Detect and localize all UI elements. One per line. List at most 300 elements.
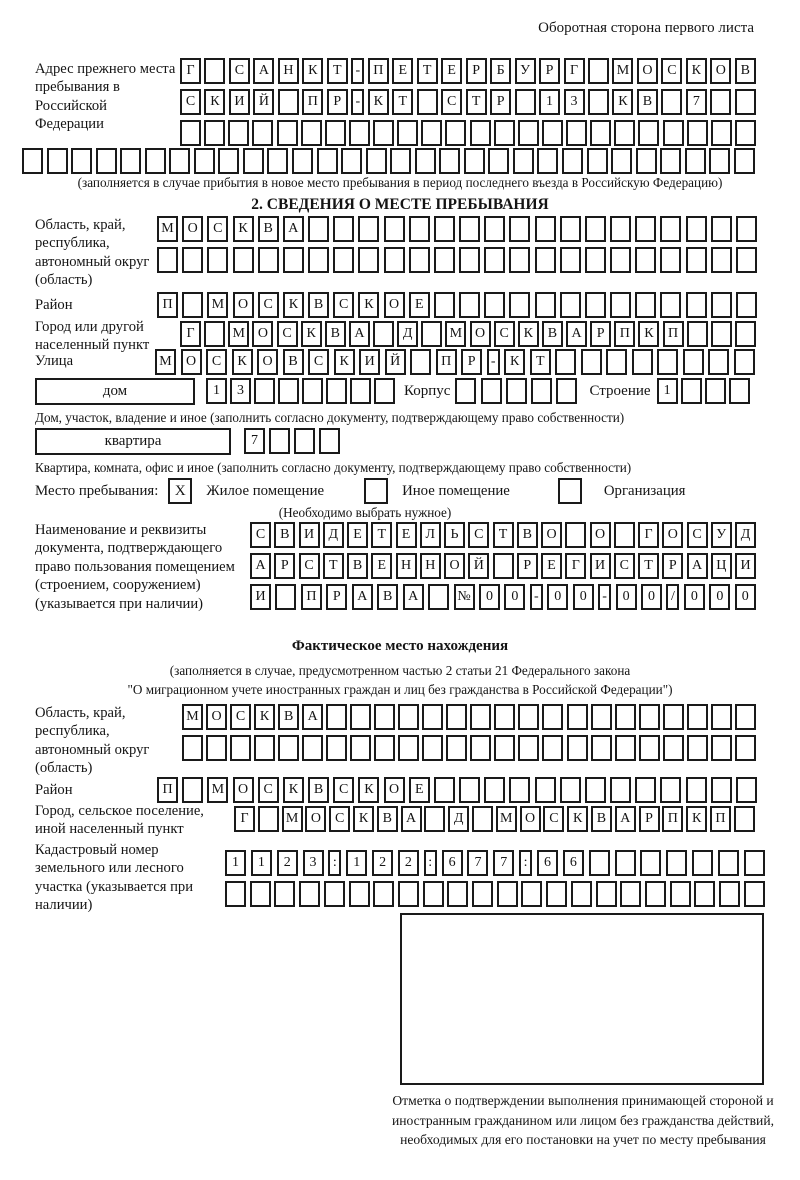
char-cell[interactable] xyxy=(308,247,329,273)
char-cell[interactable]: М xyxy=(155,349,176,375)
char-cell[interactable] xyxy=(459,777,480,803)
char-cell[interactable]: С xyxy=(230,704,251,730)
char-cell[interactable] xyxy=(417,89,438,115)
char-cell[interactable]: - xyxy=(598,584,611,610)
char-cell[interactable] xyxy=(589,850,610,876)
char-cell[interactable] xyxy=(182,292,203,318)
char-cell[interactable]: 1 xyxy=(206,378,227,404)
char-cell[interactable]: С xyxy=(543,806,564,832)
char-cell[interactable] xyxy=(446,704,467,730)
char-cell[interactable]: 3 xyxy=(303,850,324,876)
char-cell[interactable] xyxy=(666,850,687,876)
checkbox-other-premises[interactable] xyxy=(364,478,388,504)
char-cell[interactable] xyxy=(275,584,296,610)
char-cell[interactable] xyxy=(228,120,249,146)
char-cell[interactable] xyxy=(585,777,606,803)
char-cell[interactable]: У xyxy=(711,522,732,548)
char-cell[interactable] xyxy=(687,120,708,146)
char-cell[interactable] xyxy=(506,378,527,404)
char-cell[interactable] xyxy=(640,850,661,876)
char-cell[interactable]: П xyxy=(662,806,683,832)
char-cell[interactable]: К xyxy=(334,349,355,375)
char-cell[interactable] xyxy=(509,777,530,803)
char-cell[interactable] xyxy=(581,349,602,375)
char-cell[interactable]: О xyxy=(470,321,491,347)
char-cell[interactable] xyxy=(182,735,203,761)
char-cell[interactable]: И xyxy=(735,553,756,579)
char-cell[interactable] xyxy=(611,148,632,174)
char-cell[interactable] xyxy=(663,704,684,730)
char-cell[interactable] xyxy=(518,120,539,146)
char-cell[interactable]: А xyxy=(283,216,304,242)
char-cell[interactable] xyxy=(423,881,444,907)
char-cell[interactable]: 0 xyxy=(547,584,568,610)
char-cell[interactable] xyxy=(71,148,92,174)
char-cell[interactable]: М xyxy=(207,292,228,318)
char-cell[interactable]: Н xyxy=(278,58,299,84)
char-cell[interactable]: В xyxy=(377,806,398,832)
char-cell[interactable] xyxy=(686,777,707,803)
char-cell[interactable] xyxy=(258,247,279,273)
char-cell[interactable] xyxy=(535,216,556,242)
char-cell[interactable] xyxy=(509,247,530,273)
char-cell[interactable]: Р xyxy=(326,584,347,610)
char-cell[interactable]: Й xyxy=(253,89,274,115)
char-cell[interactable]: А xyxy=(352,584,373,610)
char-cell[interactable]: В xyxy=(258,216,279,242)
char-cell[interactable] xyxy=(374,704,395,730)
char-cell[interactable] xyxy=(660,216,681,242)
char-cell[interactable]: В xyxy=(735,58,756,84)
char-cell[interactable] xyxy=(204,58,225,84)
char-cell[interactable] xyxy=(615,704,636,730)
char-cell[interactable]: 1 xyxy=(251,850,272,876)
char-cell[interactable] xyxy=(384,247,405,273)
char-cell[interactable]: 6 xyxy=(537,850,558,876)
char-cell[interactable]: : xyxy=(519,850,532,876)
char-cell[interactable] xyxy=(686,292,707,318)
char-cell[interactable] xyxy=(670,881,691,907)
checkbox-organization[interactable] xyxy=(558,478,582,504)
char-cell[interactable] xyxy=(225,881,246,907)
char-cell[interactable] xyxy=(560,247,581,273)
char-cell[interactable]: П xyxy=(710,806,731,832)
char-cell[interactable] xyxy=(560,216,581,242)
char-cell[interactable]: Г xyxy=(180,321,201,347)
char-cell[interactable] xyxy=(635,247,656,273)
char-cell[interactable]: О xyxy=(520,806,541,832)
char-cell[interactable] xyxy=(254,735,275,761)
char-cell[interactable] xyxy=(204,321,225,347)
char-cell[interactable] xyxy=(434,216,455,242)
char-cell[interactable] xyxy=(349,881,370,907)
char-cell[interactable]: Й xyxy=(385,349,406,375)
char-cell[interactable] xyxy=(47,148,68,174)
char-cell[interactable] xyxy=(494,120,515,146)
char-cell[interactable]: В xyxy=(308,777,329,803)
char-cell[interactable] xyxy=(645,881,666,907)
char-cell[interactable] xyxy=(734,148,755,174)
char-cell[interactable] xyxy=(274,881,295,907)
char-cell[interactable]: Д xyxy=(735,522,756,548)
char-cell[interactable] xyxy=(96,148,117,174)
char-cell[interactable]: Р xyxy=(539,58,560,84)
char-cell[interactable]: 1 xyxy=(539,89,560,115)
char-cell[interactable] xyxy=(494,704,515,730)
checkbox-residential[interactable]: X xyxy=(168,478,192,504)
char-cell[interactable] xyxy=(610,292,631,318)
char-cell[interactable] xyxy=(373,120,394,146)
char-cell[interactable]: : xyxy=(424,850,437,876)
char-cell[interactable] xyxy=(537,148,558,174)
char-cell[interactable] xyxy=(509,216,530,242)
char-cell[interactable]: 0 xyxy=(641,584,662,610)
char-cell[interactable] xyxy=(610,247,631,273)
char-cell[interactable]: М xyxy=(207,777,228,803)
char-cell[interactable]: М xyxy=(157,216,178,242)
char-cell[interactable] xyxy=(421,321,442,347)
char-cell[interactable]: Н xyxy=(420,553,441,579)
char-cell[interactable] xyxy=(687,704,708,730)
char-cell[interactable] xyxy=(663,120,684,146)
char-cell[interactable]: П xyxy=(302,89,323,115)
char-cell[interactable] xyxy=(610,216,631,242)
char-cell[interactable]: 2 xyxy=(398,850,419,876)
char-cell[interactable] xyxy=(421,120,442,146)
char-cell[interactable] xyxy=(434,777,455,803)
char-cell[interactable]: С xyxy=(180,89,201,115)
char-cell[interactable]: О xyxy=(444,553,465,579)
char-cell[interactable]: М xyxy=(496,806,517,832)
char-cell[interactable] xyxy=(358,216,379,242)
char-cell[interactable]: С xyxy=(687,522,708,548)
char-cell[interactable] xyxy=(384,216,405,242)
char-cell[interactable] xyxy=(278,735,299,761)
char-cell[interactable] xyxy=(571,881,592,907)
char-cell[interactable] xyxy=(734,349,755,375)
char-cell[interactable] xyxy=(258,806,279,832)
char-cell[interactable] xyxy=(422,735,443,761)
char-cell[interactable] xyxy=(447,881,468,907)
char-cell[interactable] xyxy=(518,735,539,761)
char-cell[interactable]: К xyxy=(302,58,323,84)
char-cell[interactable]: К xyxy=(232,349,253,375)
char-cell[interactable]: 0 xyxy=(504,584,525,610)
char-cell[interactable] xyxy=(535,292,556,318)
char-cell[interactable]: О xyxy=(662,522,683,548)
char-cell[interactable]: Г xyxy=(234,806,255,832)
char-cell[interactable]: - xyxy=(351,58,364,84)
char-cell[interactable] xyxy=(635,292,656,318)
char-cell[interactable] xyxy=(398,735,419,761)
char-cell[interactable] xyxy=(350,735,371,761)
char-cell[interactable] xyxy=(484,247,505,273)
char-cell[interactable] xyxy=(744,881,765,907)
char-cell[interactable]: К xyxy=(283,292,304,318)
char-cell[interactable]: С xyxy=(229,58,250,84)
char-cell[interactable] xyxy=(472,881,493,907)
char-cell[interactable]: 0 xyxy=(479,584,500,610)
char-cell[interactable]: А xyxy=(349,321,370,347)
char-cell[interactable] xyxy=(409,216,430,242)
char-cell[interactable] xyxy=(488,148,509,174)
char-cell[interactable] xyxy=(299,881,320,907)
char-cell[interactable] xyxy=(301,120,322,146)
char-cell[interactable]: И xyxy=(590,553,611,579)
char-cell[interactable]: О xyxy=(257,349,278,375)
char-cell[interactable]: Г xyxy=(565,553,586,579)
char-cell[interactable] xyxy=(560,292,581,318)
char-cell[interactable] xyxy=(233,247,254,273)
char-cell[interactable]: - xyxy=(487,349,500,375)
char-cell[interactable] xyxy=(22,148,43,174)
char-cell[interactable]: Р xyxy=(590,321,611,347)
char-cell[interactable]: К xyxy=(254,704,275,730)
char-cell[interactable] xyxy=(169,148,190,174)
char-cell[interactable]: Е xyxy=(409,292,430,318)
char-cell[interactable] xyxy=(560,777,581,803)
char-cell[interactable]: В xyxy=(308,292,329,318)
char-cell[interactable]: С xyxy=(468,522,489,548)
char-cell[interactable]: Р xyxy=(327,89,348,115)
char-cell[interactable] xyxy=(542,735,563,761)
char-cell[interactable]: № xyxy=(454,584,475,610)
char-cell[interactable] xyxy=(409,247,430,273)
char-cell[interactable]: - xyxy=(530,584,543,610)
char-cell[interactable]: О xyxy=(206,704,227,730)
char-cell[interactable] xyxy=(660,777,681,803)
char-cell[interactable] xyxy=(590,120,611,146)
char-cell[interactable] xyxy=(615,735,636,761)
char-cell[interactable] xyxy=(687,321,708,347)
char-cell[interactable]: С xyxy=(661,58,682,84)
char-cell[interactable] xyxy=(711,292,732,318)
char-cell[interactable]: Т xyxy=(327,58,348,84)
char-cell[interactable]: К xyxy=(638,321,659,347)
char-cell[interactable]: В xyxy=(278,704,299,730)
char-cell[interactable]: 3 xyxy=(230,378,251,404)
char-cell[interactable] xyxy=(735,704,756,730)
char-cell[interactable] xyxy=(719,881,740,907)
char-cell[interactable] xyxy=(324,881,345,907)
char-cell[interactable]: И xyxy=(359,349,380,375)
char-cell[interactable]: П xyxy=(157,777,178,803)
char-cell[interactable] xyxy=(736,247,757,273)
char-cell[interactable]: К xyxy=(283,777,304,803)
char-cell[interactable]: П xyxy=(436,349,457,375)
char-cell[interactable] xyxy=(350,704,371,730)
char-cell[interactable]: 0 xyxy=(709,584,730,610)
char-cell[interactable]: Е xyxy=(409,777,430,803)
char-cell[interactable]: О xyxy=(384,777,405,803)
char-cell[interactable] xyxy=(434,292,455,318)
char-cell[interactable]: О xyxy=(182,216,203,242)
char-cell[interactable] xyxy=(683,349,704,375)
char-cell[interactable] xyxy=(267,148,288,174)
char-cell[interactable]: М xyxy=(445,321,466,347)
char-cell[interactable] xyxy=(294,428,315,454)
char-cell[interactable] xyxy=(661,89,682,115)
char-cell[interactable] xyxy=(562,148,583,174)
char-cell[interactable]: 6 xyxy=(563,850,584,876)
char-cell[interactable] xyxy=(434,247,455,273)
char-cell[interactable]: М xyxy=(612,58,633,84)
char-cell[interactable]: И xyxy=(299,522,320,548)
char-cell[interactable] xyxy=(596,881,617,907)
char-cell[interactable]: Т xyxy=(493,522,514,548)
char-cell[interactable]: Т xyxy=(371,522,392,548)
char-cell[interactable]: Р xyxy=(517,553,538,579)
char-cell[interactable] xyxy=(373,321,394,347)
char-cell[interactable] xyxy=(660,148,681,174)
char-cell[interactable]: 7 xyxy=(244,428,265,454)
char-cell[interactable]: М xyxy=(228,321,249,347)
char-cell[interactable] xyxy=(513,148,534,174)
char-cell[interactable] xyxy=(734,806,755,832)
char-cell[interactable]: 0 xyxy=(573,584,594,610)
char-cell[interactable] xyxy=(428,584,449,610)
char-cell[interactable] xyxy=(439,148,460,174)
char-cell[interactable]: К xyxy=(504,349,525,375)
char-cell[interactable]: П xyxy=(614,321,635,347)
char-cell[interactable] xyxy=(493,553,514,579)
char-cell[interactable] xyxy=(243,148,264,174)
char-cell[interactable] xyxy=(531,378,552,404)
char-cell[interactable]: Е xyxy=(392,58,413,84)
char-cell[interactable]: К xyxy=(358,777,379,803)
char-cell[interactable]: О xyxy=(710,58,731,84)
char-cell[interactable] xyxy=(325,120,346,146)
char-cell[interactable]: С xyxy=(277,321,298,347)
char-cell[interactable]: В xyxy=(283,349,304,375)
char-cell[interactable] xyxy=(326,704,347,730)
char-cell[interactable] xyxy=(710,89,731,115)
char-cell[interactable] xyxy=(333,216,354,242)
char-cell[interactable]: К xyxy=(368,89,389,115)
char-cell[interactable] xyxy=(585,292,606,318)
char-cell[interactable]: В xyxy=(542,321,563,347)
char-cell[interactable]: В xyxy=(347,553,368,579)
char-cell[interactable] xyxy=(326,735,347,761)
char-cell[interactable]: В xyxy=(637,89,658,115)
char-cell[interactable]: П xyxy=(663,321,684,347)
char-cell[interactable] xyxy=(638,120,659,146)
char-cell[interactable]: С xyxy=(308,349,329,375)
char-cell[interactable] xyxy=(660,292,681,318)
char-cell[interactable] xyxy=(735,321,756,347)
char-cell[interactable]: П xyxy=(368,58,389,84)
char-cell[interactable]: О xyxy=(384,292,405,318)
char-cell[interactable]: О xyxy=(305,806,326,832)
char-cell[interactable] xyxy=(542,120,563,146)
char-cell[interactable]: С xyxy=(333,777,354,803)
char-cell[interactable] xyxy=(681,378,702,404)
char-cell[interactable]: О xyxy=(541,522,562,548)
char-cell[interactable] xyxy=(709,148,730,174)
char-cell[interactable] xyxy=(711,777,732,803)
char-cell[interactable] xyxy=(254,378,275,404)
char-cell[interactable]: 2 xyxy=(372,850,393,876)
char-cell[interactable] xyxy=(390,148,411,174)
char-cell[interactable]: К xyxy=(686,806,707,832)
char-cell[interactable] xyxy=(542,704,563,730)
char-cell[interactable] xyxy=(711,247,732,273)
char-cell[interactable]: А xyxy=(401,806,422,832)
char-cell[interactable] xyxy=(374,735,395,761)
char-cell[interactable] xyxy=(686,247,707,273)
char-cell[interactable] xyxy=(567,735,588,761)
char-cell[interactable] xyxy=(535,777,556,803)
char-cell[interactable]: О xyxy=(252,321,273,347)
char-cell[interactable]: А xyxy=(253,58,274,84)
char-cell[interactable]: / xyxy=(666,584,679,610)
char-cell[interactable]: Т xyxy=(530,349,551,375)
char-cell[interactable] xyxy=(518,704,539,730)
char-cell[interactable]: К xyxy=(358,292,379,318)
char-cell[interactable]: А xyxy=(687,553,708,579)
char-cell[interactable] xyxy=(735,120,756,146)
char-cell[interactable] xyxy=(735,89,756,115)
char-cell[interactable]: 1 xyxy=(346,850,367,876)
char-cell[interactable] xyxy=(521,881,542,907)
char-cell[interactable] xyxy=(398,704,419,730)
char-cell[interactable] xyxy=(711,735,732,761)
char-cell[interactable] xyxy=(686,216,707,242)
char-cell[interactable]: Р xyxy=(490,89,511,115)
char-cell[interactable] xyxy=(591,704,612,730)
char-cell[interactable] xyxy=(350,378,371,404)
char-cell[interactable]: 7 xyxy=(493,850,514,876)
char-cell[interactable]: О xyxy=(181,349,202,375)
char-cell[interactable]: М xyxy=(282,806,303,832)
char-cell[interactable]: Ь xyxy=(444,522,465,548)
char-cell[interactable]: А xyxy=(403,584,424,610)
char-cell[interactable]: К xyxy=(567,806,588,832)
char-cell[interactable]: В xyxy=(517,522,538,548)
char-cell[interactable]: К xyxy=(204,89,225,115)
char-cell[interactable] xyxy=(252,120,273,146)
char-cell[interactable]: Р xyxy=(274,553,295,579)
char-cell[interactable]: А xyxy=(566,321,587,347)
char-cell[interactable] xyxy=(464,148,485,174)
char-cell[interactable] xyxy=(585,247,606,273)
char-cell[interactable] xyxy=(663,735,684,761)
char-cell[interactable]: Р xyxy=(461,349,482,375)
char-cell[interactable] xyxy=(472,806,493,832)
char-cell[interactable] xyxy=(692,850,713,876)
char-cell[interactable]: О xyxy=(637,58,658,84)
char-cell[interactable] xyxy=(632,349,653,375)
char-cell[interactable]: К xyxy=(518,321,539,347)
char-cell[interactable] xyxy=(326,378,347,404)
char-cell[interactable] xyxy=(319,428,340,454)
char-cell[interactable] xyxy=(635,216,656,242)
char-cell[interactable] xyxy=(606,349,627,375)
char-cell[interactable]: Е xyxy=(347,522,368,548)
char-cell[interactable]: И xyxy=(229,89,250,115)
char-cell[interactable] xyxy=(546,881,567,907)
char-cell[interactable]: С xyxy=(207,216,228,242)
char-cell[interactable] xyxy=(615,850,636,876)
char-cell[interactable] xyxy=(283,247,304,273)
char-cell[interactable]: Т xyxy=(323,553,344,579)
char-cell[interactable] xyxy=(308,216,329,242)
char-cell[interactable] xyxy=(120,148,141,174)
char-cell[interactable] xyxy=(250,881,271,907)
char-cell[interactable] xyxy=(705,378,726,404)
char-cell[interactable]: Е xyxy=(441,58,462,84)
char-cell[interactable] xyxy=(349,120,370,146)
